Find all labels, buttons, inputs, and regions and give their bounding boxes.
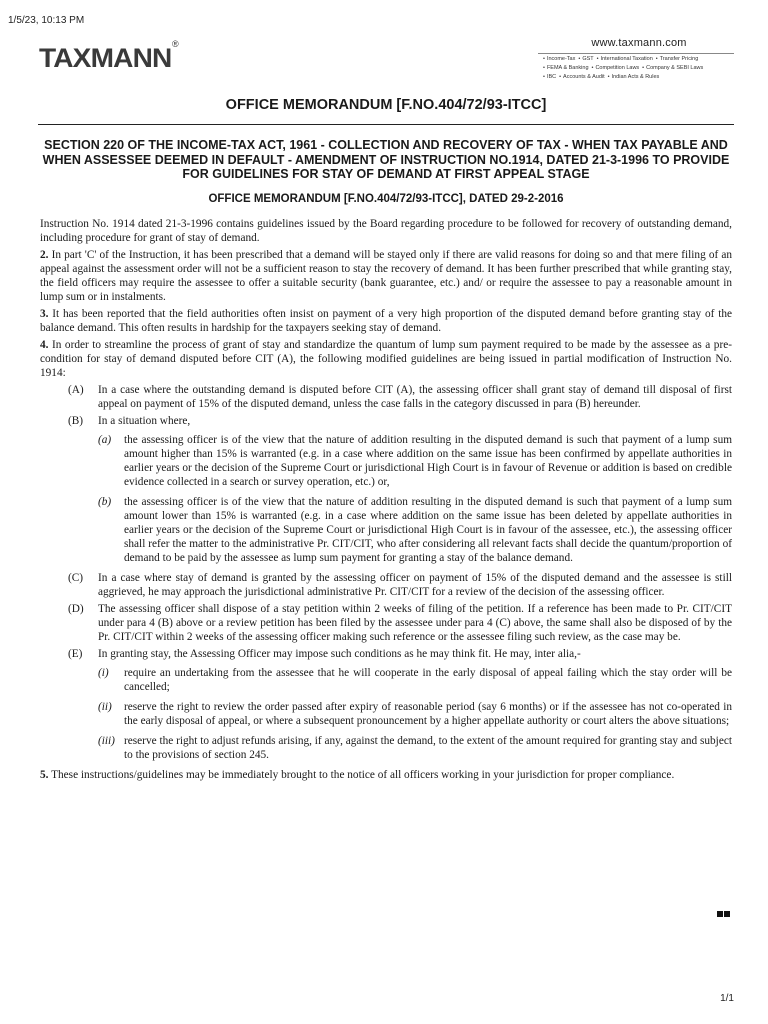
page-number: 1/1 xyxy=(720,993,734,1004)
sub-item-e-i xyxy=(40,666,732,694)
sub-item-b-b xyxy=(40,495,732,565)
paragraph-number: 4. xyxy=(40,339,49,351)
sub-item-text: reserve the right to review the order passed after expiry of reasonable period (say 6 months) or if the assessee has not co-operated in the early disposal of appeal, or where a subsequent pronouncement by a higher appellate authority or court alters the above situations; xyxy=(124,701,732,727)
item-text: In granting stay, the Assessing Officer may impose such conditions as he may think fit. He may, inter alia,- xyxy=(98,648,581,660)
paragraph-3 xyxy=(40,307,732,335)
paragraph-text: In part 'C' of the Instruction, it has been prescribed that a demand will be stayed only if there are valid reasons for doing so and that mere filing of an appeal against the assessment order will not be a sufficient reason to stay the recovery of demand. It has been further prescribed that while granting stay, the field officers may require the assessee to offer a suitable security (bank guarantee, etc.) and/ or require the assessee to pay a reasonable amount in lump sum or in instalments. xyxy=(40,249,732,303)
paragraph-number: 5. xyxy=(40,769,49,781)
sub-item-b-a xyxy=(40,433,732,489)
sub-item-label: (i) xyxy=(98,667,109,679)
tagline-row-3 xyxy=(540,73,736,82)
tag-item: • IBC xyxy=(540,74,556,80)
sub-item-label: (a) xyxy=(98,434,112,446)
item-text: The assessing officer shall dispose of a stay petition within 2 weeks of filing of the petition. If a reference has been made to Pr. CIT/CIT under para 4 (B) above or a review petition has been filed by the assessee under para 4 (C) above, the same shall also be disposed of by the Pr. CIT/CIT within 2 weeks of the assessing officer making such reference or the assessee filing such review, as the case may be. xyxy=(98,603,732,643)
section-heading: SECTION 220 OF THE INCOME-TAX ACT, 1961 - COLLECTION AND RECOVERY OF TAX - WHEN TAX PAYABLE AND WHEN ASSESSEE DEEMED IN DEFAULT - AMENDMENT OF INSTRUCTION NO.1914, DATED 21-3-1996 TO PROVIDE FOR GUIDELINES FOR STAY OF DEMAND AT FIRST APPEAL STAGE xyxy=(42,138,730,181)
paragraph-text: It has been reported that the field authorities often insist on payment of a very high proportion of the disputed demand before granting stay of the balance demand. This often results in hardship for the taxpayers seeking stay of demand. xyxy=(40,308,733,334)
paragraph-intro: Instruction No. 1914 dated 21-3-1996 contains guidelines issued by the Board regarding procedure to be followed for recovery of outstanding demand, including procedure for grant of stay of demand. xyxy=(40,218,732,244)
list-item-e xyxy=(40,647,732,661)
item-label: (C) xyxy=(68,572,84,584)
tagline-row-1 xyxy=(540,55,736,64)
list-item-c xyxy=(40,571,732,599)
sub-item-text: the assessing officer is of the view that the nature of addition resulting in the disputed demand is such that payment of a lump sum amount higher than 15% is warranted (e.g. in a case where addition on the same issue has been confirmed by appellate authorities in earlier years or the decision of the Supreme Court or jurisdictional High Court is in favour of Revenue or addition is based on credible evidence collected in a search or survey operation, etc.) or, xyxy=(124,434,732,488)
sub-item-label: (b) xyxy=(98,496,112,508)
taxmann-logo xyxy=(39,39,179,74)
sub-item-e-iii xyxy=(40,734,732,762)
tag-item: • GST xyxy=(575,56,593,62)
tag-item: • Transfer Pricing xyxy=(653,56,699,62)
title-divider xyxy=(38,124,734,125)
list-item-b xyxy=(40,414,732,428)
paragraph-text: These instructions/guidelines may be immediately brought to the notice of all officers working in your jurisdiction for proper compliance. xyxy=(51,769,675,781)
service-tagline xyxy=(540,55,736,82)
sub-item-text: reserve the right to adjust refunds arising, if any, against the demand, to the extent of the amount required for granting stay and subject to the provisions of section 245. xyxy=(124,735,732,761)
item-label: (A) xyxy=(68,384,84,396)
document-body xyxy=(40,217,732,785)
tagline-row-2 xyxy=(540,64,736,73)
document-title: OFFICE MEMORANDUM [F.NO.404/72/93-ITCC] xyxy=(225,97,547,113)
end-of-document-mark xyxy=(717,904,731,922)
tag-item: • Income-Tax xyxy=(540,56,575,62)
sub-item-e-ii xyxy=(40,700,732,728)
sub-item-text: the assessing officer is of the view that the nature of addition resulting in the disputed demand is such that payment of a lump sum amount lower than 15% is warranted (e.g. in a case where addition on the same issue has been deleted by appellate authorities in earlier years or the decision of the Supreme Court or jurisdictional High Court is in favour of the assessee, etc.), the assessing officer shall refer the matter to the administrative Pr. CIT/CIT, who after considering all relevant facts shall decide the quantum/proportion of demand to be paid by the assessee as lump sum payment for granting a stay of the balance demand. xyxy=(124,496,732,564)
tag-item: • FEMA & Banking xyxy=(540,65,589,71)
logo-text: TAXMANN xyxy=(39,43,172,73)
print-timestamp: 1/5/23, 10:13 PM xyxy=(8,15,85,26)
item-text: In a case where the outstanding demand is disputed before CIT (A), the assessing officer shall grant stay of demand till disposal of first appeal on payment of 15% of the disputed demand, unless the case falls in the category discussed in para (B) hereunder. xyxy=(98,384,732,410)
paragraph-4 xyxy=(40,338,732,380)
tag-item: • Accounts & Audit xyxy=(556,74,605,80)
sub-item-label: (ii) xyxy=(98,701,112,713)
sub-item-label: (iii) xyxy=(98,735,115,747)
paragraph-text: In order to streamline the process of grant of stay and standardize the quantum of lump sum payment required to be made by the assessee as a pre-condition for stay of demand disputed before CIT (A), the following modified guidelines are being issued in partial modification of Instruction No. 1914: xyxy=(40,339,732,379)
sub-item-text: require an undertaking from the assessee that he will cooperate in the early disposal of appeal failing which the stay order will be cancelled; xyxy=(124,667,732,693)
paragraph-number: 2. xyxy=(40,249,49,261)
registered-mark: ® xyxy=(172,39,179,49)
item-text: In a case where stay of demand is granted by the assessing officer on payment of 15% of the disputed demand and the assessee is still aggrieved, he may approach the jurisdictional administrative Pr. CIT/CIT for a review of the decision of the assessing officer. xyxy=(98,572,732,598)
item-label: (E) xyxy=(68,648,83,660)
website-link[interactable]: www.taxmann.com xyxy=(591,37,687,49)
paragraph-2 xyxy=(40,248,732,304)
tag-item: • Company & SEBI Laws xyxy=(639,65,703,71)
list-item-d xyxy=(40,602,732,644)
item-label: (B) xyxy=(68,415,84,427)
tag-item: • Competition Laws xyxy=(589,65,640,71)
paragraph-number: 3. xyxy=(40,308,49,320)
item-text: In a situation where, xyxy=(98,415,191,427)
memorandum-subtitle: OFFICE MEMORANDUM [F.NO.404/72/93-ITCC], DATED 29-2-2016 xyxy=(208,193,564,205)
header-divider xyxy=(538,53,734,54)
tag-item: • Indian Acts & Rules xyxy=(605,74,660,80)
paragraph-5 xyxy=(40,768,732,782)
tag-item: • International Taxation xyxy=(594,56,653,62)
item-label: (D) xyxy=(68,603,84,615)
list-item-a xyxy=(40,383,732,411)
